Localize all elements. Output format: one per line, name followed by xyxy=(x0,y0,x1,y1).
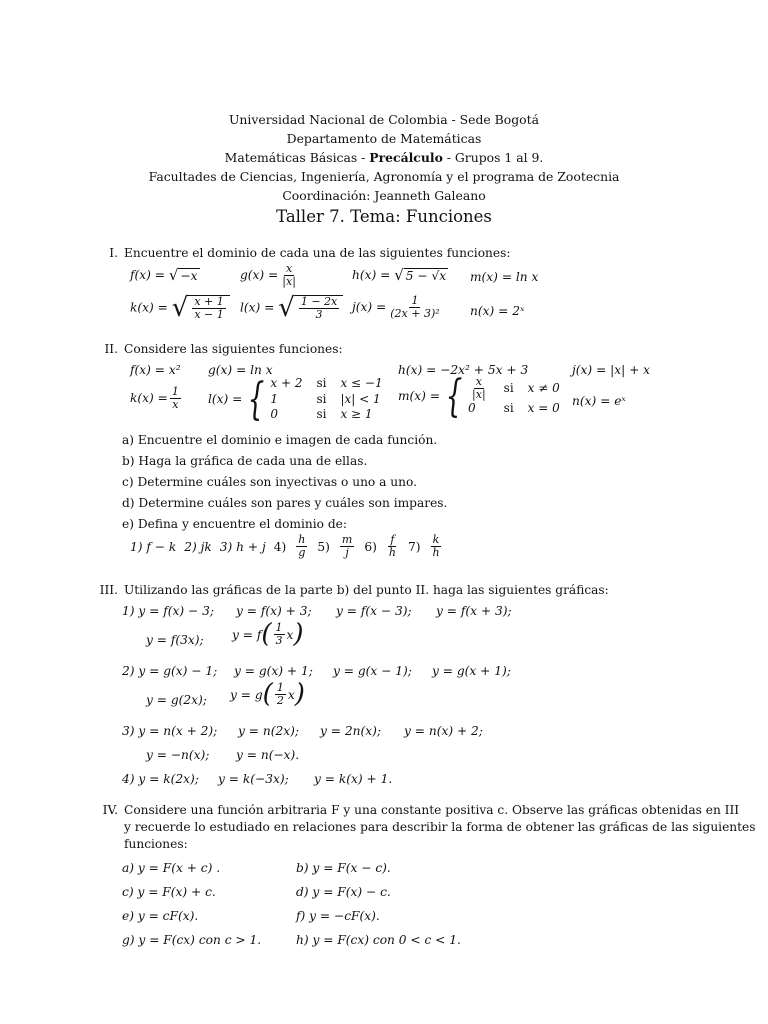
s3-r2d: y = g(x + 1); xyxy=(432,664,511,678)
s2-g: g(x) = ln x xyxy=(208,363,273,377)
sqrt-symbol: √ $\frac{1 - 2x}{3}$ xyxy=(278,295,343,321)
section-4-text-3: funciones: xyxy=(124,837,188,851)
s2-item-b: b) Haga la gráfica de cada una de ellas. xyxy=(122,454,368,468)
section-3-text: Utilizando las gráficas de la parte b) del punto II. haga las siguientes gráficas: xyxy=(124,583,609,597)
s1-f xyxy=(130,268,200,283)
s1-l xyxy=(240,295,343,321)
s1-k-num: x + 1 xyxy=(194,295,224,308)
s1-k-den: x − 1 xyxy=(194,308,224,322)
s3-r1c: y = f(x − 3); xyxy=(336,604,412,618)
r1f-x: x xyxy=(286,627,294,642)
fraction xyxy=(274,622,285,647)
s2-m-num: x xyxy=(475,375,482,388)
s1-g-den: |x| xyxy=(282,275,296,289)
s3-r3b: y = n(2x); xyxy=(238,724,299,738)
s2-k-den: x xyxy=(172,398,179,412)
page-title: Taller 7. Tema: Funciones xyxy=(276,207,492,226)
r1f-den: 3 xyxy=(275,634,283,648)
s4-item-g: g) y = F(cx) con c > 1. xyxy=(122,933,262,947)
s2-m-den: |x| xyxy=(472,388,486,402)
s1-g xyxy=(240,263,300,288)
s4-item-d: d) y = F(x) − c. xyxy=(296,885,391,899)
s1-j xyxy=(352,295,444,320)
s3-r2e: y = g(2x); xyxy=(146,693,207,707)
left-brace: { xyxy=(445,370,463,422)
s2-n: n(x) = eˣ xyxy=(572,394,626,408)
s1-n: n(x) = 2ˣ xyxy=(470,304,525,318)
s2-h: h(x) = −2x² + 5x + 3 xyxy=(398,363,529,377)
s3-r1e: y = f(3x); xyxy=(146,633,204,647)
fraction xyxy=(280,263,298,288)
case-si: si xyxy=(503,380,514,395)
course-name: Precálculo xyxy=(369,150,443,165)
section-4-text-1: Considere una función arbitraria F y una constante positiva c. Observe las gráficas obtenidas en III xyxy=(124,803,740,817)
s1-g-lhs: g(x) = xyxy=(240,268,279,283)
s2-f: f(x) = x² xyxy=(130,363,181,377)
case-cond: x = 0 xyxy=(527,401,560,416)
s1-j-den: (2x + 3)² xyxy=(390,307,440,321)
e5-den: j xyxy=(345,546,349,560)
s1-h-radicand: 5 − √x xyxy=(405,269,447,283)
s2-item-d: d) Determine cuáles son pares y cuáles son impares. xyxy=(122,496,448,510)
s3-r3f: y = n(−x). xyxy=(236,748,300,762)
e-item-7: 7) xyxy=(407,539,421,554)
s1-j-lhs: j(x) = xyxy=(352,300,387,315)
section-1-label: I. xyxy=(109,246,118,260)
s3-r1b: y = f(x) + 3; xyxy=(236,604,312,618)
s3-r1d: y = f(x + 3); xyxy=(436,604,512,618)
section-2-text: Considere las siguientes funciones: xyxy=(124,342,343,356)
course-line xyxy=(0,150,768,165)
s2-e-list xyxy=(130,534,444,559)
s4-item-c: c) y = F(x) + c. xyxy=(122,885,216,899)
s3-r1f xyxy=(232,619,304,650)
s2-item-e: e) Defina y encuentre el dominio de: xyxy=(122,517,347,531)
case-si: si xyxy=(503,401,514,416)
s2-l xyxy=(208,373,383,425)
section-2-label: II. xyxy=(104,342,118,356)
case-value: 0 xyxy=(468,401,476,416)
e7-num: k xyxy=(432,533,440,546)
coordinator-line: Coordinación: Jeanneth Galeano xyxy=(282,188,486,203)
s3-r2b: y = g(x) + 1; xyxy=(234,664,313,678)
s1-f-lhs: f(x) = xyxy=(130,268,165,282)
s2-k-num: 1 xyxy=(171,385,179,398)
university-line: Universidad Nacional de Colombia - Sede Bogotá xyxy=(228,112,540,127)
left-paren: ( xyxy=(261,619,272,650)
case-si: si xyxy=(316,407,327,422)
e5-num: m xyxy=(341,533,353,546)
s2-item-a: a) Encuentre el dominio e imagen de cada función. xyxy=(122,433,438,447)
case-cond: |x| < 1 xyxy=(340,391,381,406)
s3-r1a: 1) y = f(x) − 3; xyxy=(122,604,214,618)
s3-r3a: 3) y = n(x + 2); xyxy=(122,724,218,738)
s4-item-b: b) y = F(x − c). xyxy=(296,861,391,875)
s2-k xyxy=(130,386,183,411)
right-paren: ) xyxy=(294,679,305,710)
right-paren: ) xyxy=(293,619,304,650)
s2-m-lhs: m(x) = xyxy=(398,388,441,403)
s1-l-den: 3 xyxy=(315,308,323,322)
fraction xyxy=(340,534,354,559)
faculties-line: Facultades de Ciencias, Ingeniería, Agronomía y el programa de Zootecnia xyxy=(148,169,620,184)
department-line: Departamento de Matemáticas xyxy=(286,131,482,146)
e-item-3: 3) h + j xyxy=(219,539,266,554)
case-value: 0 xyxy=(270,407,279,422)
course-post: - Grupos 1 al 9. xyxy=(442,150,544,165)
fraction xyxy=(299,296,339,321)
s3-r3e: y = −n(x); xyxy=(146,748,210,762)
s3-r1f-lhs: y = f xyxy=(232,627,262,642)
s3-r4b: y = k(−3x); xyxy=(218,772,289,786)
e-item-2: 2) jk xyxy=(184,539,212,554)
left-paren: ( xyxy=(262,679,273,710)
e6-num: f xyxy=(390,533,395,546)
s3-r4c: y = k(x) + 1. xyxy=(314,772,393,786)
e6-den: h xyxy=(388,546,396,560)
case-si: si xyxy=(316,376,327,390)
r2f-num: 1 xyxy=(276,681,284,694)
s4-item-a: a) y = F(x + c) . xyxy=(122,861,221,875)
s3-r2f-lhs: y = g xyxy=(230,687,263,702)
s3-r4a: 4) y = k(2x); xyxy=(122,772,199,786)
s1-j-num: 1 xyxy=(411,294,419,307)
case-value: x + 2 xyxy=(270,376,303,390)
e-item-5: 5) xyxy=(317,539,330,554)
e-item-6: 6) xyxy=(364,539,377,554)
s3-r2f xyxy=(230,679,305,710)
section-1-text: Encuentre el dominio de cada una de las siguientes funciones: xyxy=(124,246,511,260)
r1f-num: 1 xyxy=(275,621,283,634)
s1-h xyxy=(352,268,448,283)
fraction xyxy=(387,534,398,559)
s1-m: m(x) = ln x xyxy=(470,270,539,284)
case-cond: x ≥ 1 xyxy=(340,407,373,422)
fraction xyxy=(170,386,181,411)
e-item-4: 4) xyxy=(273,539,287,554)
s2-l-lhs: l(x) = xyxy=(208,391,243,406)
left-brace: { xyxy=(247,373,265,425)
fraction xyxy=(296,534,307,559)
case-value: 1 xyxy=(270,391,279,406)
r2f-x: x xyxy=(287,687,295,702)
s2-k-lhs: k(x) = xyxy=(130,391,168,406)
s3-r2c: y = g(x − 1); xyxy=(333,664,412,678)
sqrt-symbol: √ −x xyxy=(168,266,198,284)
s1-h-lhs: h(x) = xyxy=(352,268,391,282)
course-pre: Matemáticas Básicas - xyxy=(224,150,370,165)
s4-item-f: f) y = −cF(x). xyxy=(296,909,380,923)
section-4-text-2: y recuerde lo estudiado en relaciones para describir la forma de obtener las gráficas de las siguientes xyxy=(124,820,756,834)
s2-l-cases xyxy=(270,376,382,423)
e4-num: h xyxy=(298,533,306,546)
s1-l-lhs: l(x) = xyxy=(240,300,275,315)
r2f-den: 2 xyxy=(276,694,284,708)
case-si: si xyxy=(316,391,327,406)
s4-item-h: h) y = F(cx) con 0 < c < 1. xyxy=(296,933,461,947)
s1-l-num: 1 − 2x xyxy=(300,295,338,308)
s3-r2a: 2) y = g(x) − 1; xyxy=(122,664,218,678)
e7-den: h xyxy=(432,546,440,560)
s2-m-cases xyxy=(468,376,560,417)
case-cond: x ≠ 0 xyxy=(527,380,560,395)
fraction xyxy=(275,682,286,707)
fraction xyxy=(192,296,225,321)
section-4-label: IV. xyxy=(102,803,118,817)
case-cond: x ≤ −1 xyxy=(340,376,383,390)
s3-r3d: y = n(x) + 2; xyxy=(404,724,483,738)
fraction xyxy=(470,376,488,401)
s1-g-num: x xyxy=(285,262,293,275)
sqrt-symbol: √ 5 − √x xyxy=(394,266,447,284)
s4-item-e: e) y = cF(x). xyxy=(122,909,199,923)
s2-item-c: c) Determine cuáles son inyectivas o uno a uno. xyxy=(122,475,417,489)
sqrt-symbol: √ $\frac{x + 1}{x - 1}$ xyxy=(172,295,230,321)
e-item-1: 1) f − k xyxy=(130,539,177,554)
s2-j: j(x) = |x| + x xyxy=(572,363,651,377)
s1-k-lhs: k(x) = xyxy=(130,300,168,315)
s1-f-radicand: −x xyxy=(180,269,198,283)
s1-k xyxy=(130,295,230,321)
section-3-label: III. xyxy=(99,583,118,597)
s3-r3c: y = 2n(x); xyxy=(320,724,381,738)
e4-den: g xyxy=(298,546,306,560)
fraction xyxy=(430,534,441,559)
fraction xyxy=(388,295,441,320)
